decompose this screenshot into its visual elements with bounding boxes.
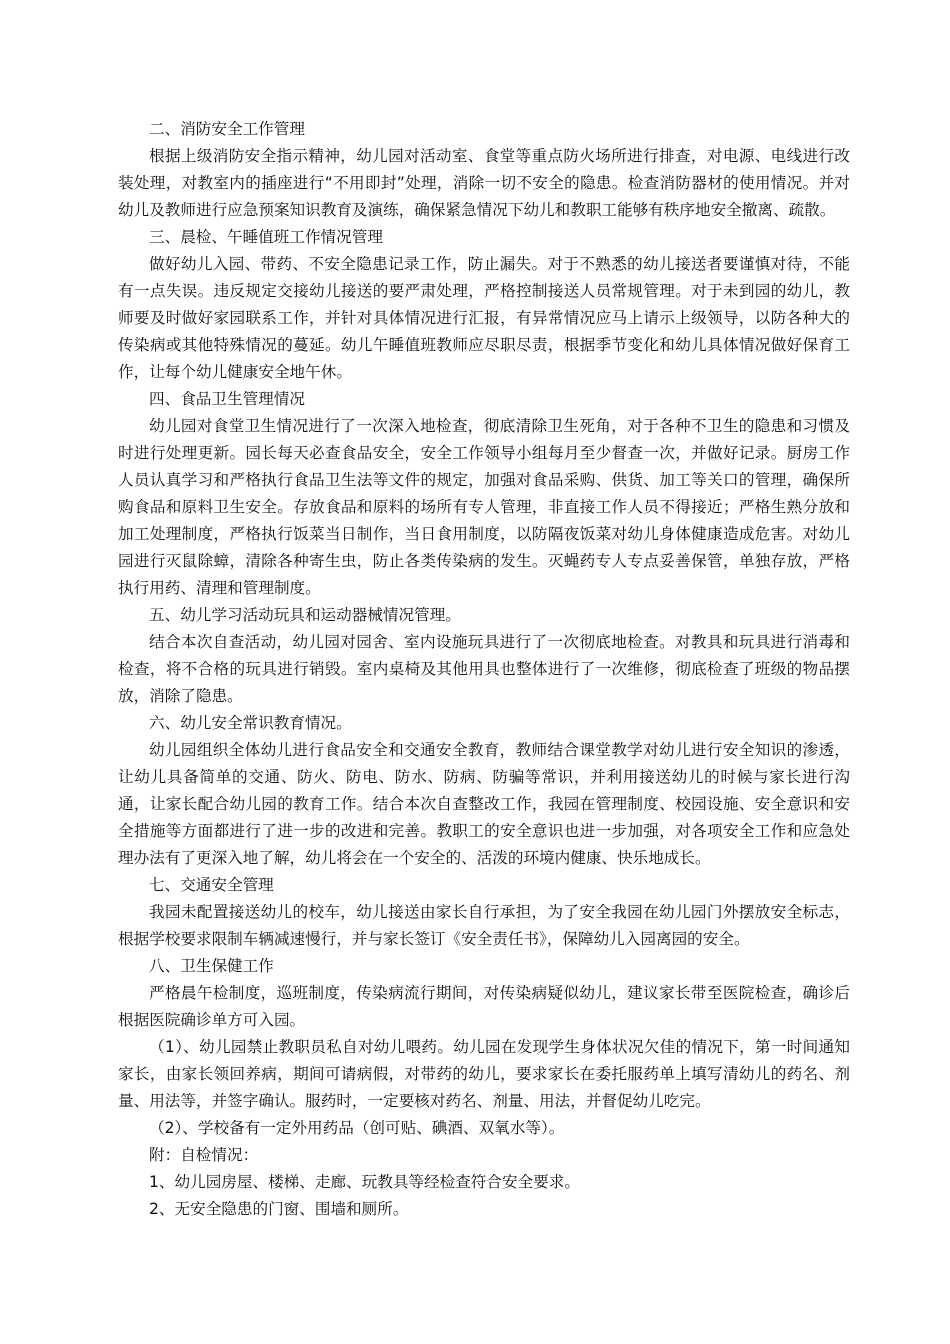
paragraph-food-hygiene: 幼儿园对食堂卫生情况进行了一次深入地检查，彻底清除卫生死角，对于各种不卫生的隐患和习惯及时进行处理更新。园长每天必查食品安全，安全工作领导小组每月至少督查一次，并做好记录。厨房工作人员认真学习和严格执行食品卫生法等文件的规定，加强对食品采购、供货、加工等关口的管理，确保所购食品和原料卫生安全。存放食品和原料的场所有专人管理，非直接工作人员不得接近；严格生熟分放和加工处理制度，严格执行饭菜当日制作，当日食用制度，以防隔夜饭菜对幼儿身体健康造成危害。对幼儿园进行灭鼠除蟑，清除各种寄生虫，防止各类传染病的发生。灭蝇药专人专点妥善保管，单独存放，严格执行用药、清理和管理制度。 [118, 417, 850, 597]
paragraph-fire-safety: 根据上级消防安全指示精神，幼儿园对活动室、食堂等重点防火场所进行排查，对电源、电线进行改装处理，对教室内的插座进行“不用即封”处理，消除一切不安全的隐患。检查消防器材的使用情况。并对幼儿及教师进行应急预案知识教育及演练，确保紧急情况下幼儿和教职工能够有秩序地安全撤离、疏散。 [118, 147, 850, 219]
paragraph-self-check-item-1: 1、幼儿园房屋、楼梯、走廊、玩教具等经检查符合安全要求。 [149, 1173, 580, 1191]
section-heading-safety-education: 六、幼儿安全常识教育情况。 [149, 714, 352, 732]
paragraph-morning-check: 做好幼儿入园、带药、不安全隐患记录工作，防止漏失。对于不熟悉的幼儿接送者要谨慎对待，不能有一点失误。违反规定交接幼儿接送的要严肃处理，严格控制接送人员常规管理。对于未到园的幼儿，教师要及时做好家园联系工作，并针对具体情况进行汇报，有异常情况应马上请示上级领导，以防各种大的传染病或其他特殊情况的蔓延。幼儿午睡值班教师应尽职尽责，根据季节变化和幼儿具体情况做好保育工作，让每个幼儿健康安全地午休。 [118, 255, 850, 381]
section-heading-fire-safety: 二、消防安全工作管理 [149, 120, 305, 138]
paragraph-safety-education: 幼儿园组织全体幼儿进行食品安全和交通安全教育，教师结合课堂教学对幼儿进行安全知识的渗透，让幼儿具备简单的交通、防火、防电、防水、防病、防骗等常识，并利用接送幼儿的时候与家长进行沟通，让家长配合幼儿园的教育工作。结合本次自查整改工作，我园在管理制度、校园设施、安全意识和安全措施等方面都进行了进一步的改进和完善。教职工的安全意识也进一步加强，对各项安全工作和应急处理办法有了更深入地了解，幼儿将会在一个安全的、活泼的环境内健康、快乐地成长。 [118, 741, 850, 867]
section-heading-health-care: 八、卫生保健工作 [149, 957, 274, 975]
paragraph-health-care: 严格晨午检制度，巡班制度，传染病流行期间，对传染病疑似幼儿，建议家长带至医院检查，确诊后根据医院确诊单方可入园。 [118, 984, 850, 1029]
section-heading-morning-check: 三、晨检、午睡值班工作情况管理 [149, 228, 383, 246]
paragraph-toys-equipment: 结合本次自查活动，幼儿园对园舍、室内设施玩具进行了一次彻底地检查。对教具和玩具进行消毒和检查，将不合格的玩具进行销毁。室内桌椅及其他用具也整体进行了一次维修，彻底检查了班级的物品摆放，消除了隐患。 [118, 633, 850, 705]
paragraph-external-medicine: （2）、学校备有一定外用药品（创可贴、碘酒、双氧水等）。 [149, 1119, 565, 1137]
section-heading-traffic-safety: 七、交通安全管理 [149, 876, 274, 894]
paragraph-self-check-item-2: 2、无安全隐患的门窗、围墙和厕所。 [149, 1200, 409, 1218]
paragraph-self-check-title: 附：自检情况： [149, 1146, 259, 1164]
section-heading-toys-equipment: 五、幼儿学习活动玩具和运动器械情况管理。 [149, 606, 461, 624]
section-heading-food-hygiene: 四、食品卫生管理情况 [149, 390, 305, 408]
paragraph-medication-rule: （1）、幼儿园禁止教职员私自对幼儿喂药。幼儿园在发现学生身体状况欠佳的情况下，第一时间通知家长，由家长领回养病，期间可请病假，对带药的幼儿，要求家长在委托服药单上填写清幼儿的药名、剂量、用法等，并签字确认。服药时，一定要核对药名、剂量、用法，并督促幼儿吃完。 [118, 1038, 850, 1110]
paragraph-traffic-safety: 我园未配置接送幼儿的校车，幼儿接送由家长自行承担，为了安全我园在幼儿园门外摆放安全标志，根据学校要求限制车辆减速慢行，并与家长签订《安全责任书》，保障幼儿入园离园的安全。 [118, 903, 850, 948]
